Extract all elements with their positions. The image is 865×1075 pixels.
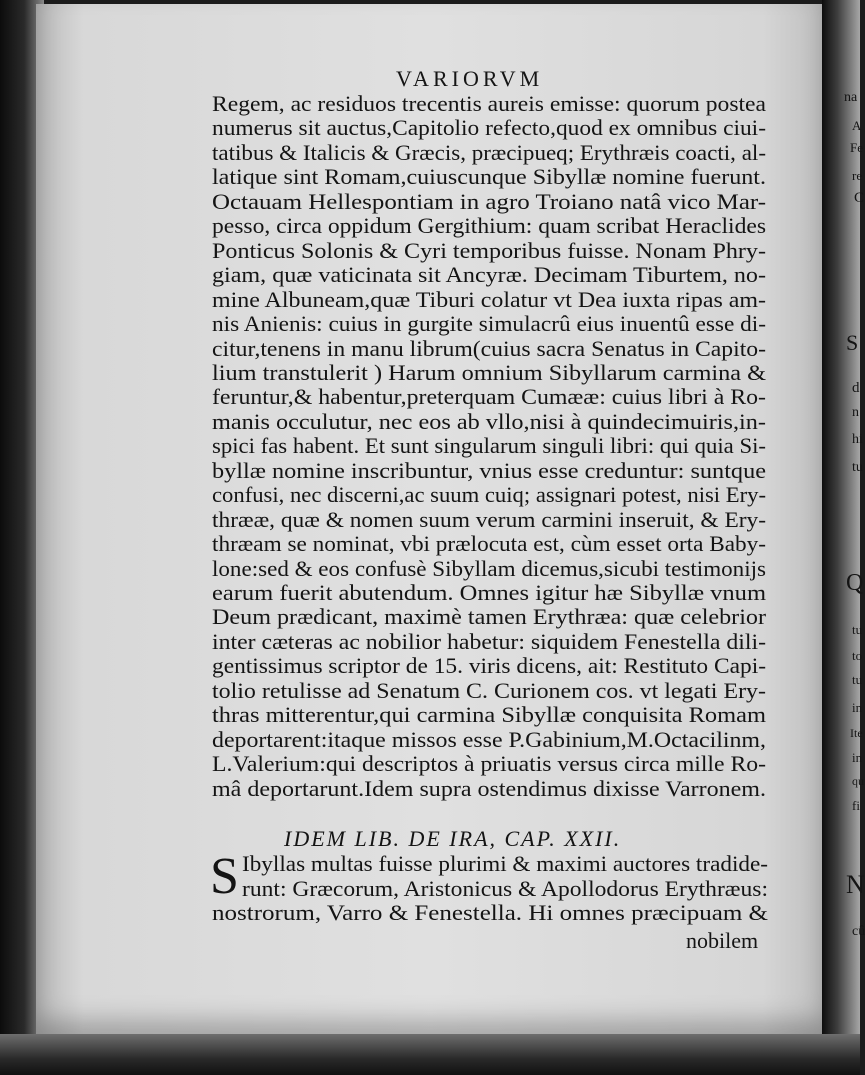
facing-page-fragment: fi xyxy=(852,798,860,813)
text-line: nis Anienis: cuius in gurgite simulacrû eius inuentû esse di- xyxy=(212,311,766,337)
facing-page-fragment: A xyxy=(852,118,862,133)
text-line: Octauam Hellespontiam in agro Troiano natâ vico Mar- xyxy=(212,188,766,214)
text-line: Deum prædicant, maximè tamen Erythræa: quæ celebrior xyxy=(212,604,766,630)
text-line: deportarent:itaque missos esse P.Gabinium,M.Octacilinm, xyxy=(212,726,766,752)
facing-page-fragment: Ite xyxy=(850,726,863,740)
text-line: runt: Græcorum, Aristonicus & Apollodorus Erythræus: xyxy=(242,875,768,901)
text-line: tatibus & Italicis & Græcis, præcipueq; Erythræis coacti, al- xyxy=(212,139,766,165)
facing-page-fragment: tu xyxy=(852,622,863,637)
facing-page-fragment: Q xyxy=(846,570,864,596)
facing-page-fragment: tu xyxy=(852,672,863,687)
text-line: citur,tenens in manu librum(cuius sacra Senatus in Capito- xyxy=(212,335,766,361)
facing-page-edge xyxy=(822,0,865,1075)
facing-page-fragment: d xyxy=(852,380,860,396)
text-line: byllæ nomine inscribuntur, vnius esse creduntur: suntque xyxy=(212,457,766,483)
facing-page-fragment: n xyxy=(852,405,859,420)
book-bottom-edge xyxy=(0,1034,860,1075)
section-heading: IDEM LIB. DE IRA, CAP. XXII. xyxy=(284,826,622,851)
text-line: Regem, ac residuos trecentis aureis emisse: quorum postea xyxy=(212,91,766,116)
text-line: mine Albuneam,quæ Tiburi colatur vt Dea iuxta ripas am- xyxy=(212,286,766,312)
text-line: feruntur,& habentur,preterquam Cumææ: cuius libri à Ro- xyxy=(212,384,766,410)
facing-page-fragment: qu xyxy=(852,774,864,788)
text-line: tolio retulisse ad Senatum C. Curionem cos. vt legati Ery- xyxy=(212,677,766,703)
facing-page-fragment: re xyxy=(852,168,863,183)
text-line: giam, quæ vaticinata sit Ancyræ. Decimam Tiburtem, no- xyxy=(212,262,766,288)
text-line: lone:sed & eos confusè Sibyllam dicemus,sicubi testimonijs xyxy=(212,555,766,581)
facing-page-fragment: to xyxy=(852,648,863,663)
text-line: gentissimus scriptor de 15. viris dicens, ait: Restituto Capi- xyxy=(212,653,766,679)
facing-page-fragment: N xyxy=(846,870,865,899)
facing-page-fragment: tu xyxy=(852,460,863,475)
facing-page-fragment: Fe xyxy=(850,140,863,155)
text-line: thræam se nominat, vbi prælocuta est, cùm esset orta Baby- xyxy=(212,531,766,557)
facing-page-fragment: in xyxy=(852,700,863,715)
text-line: mâ deportarunt.Idem supra ostendimus dixisse Varronem. xyxy=(212,775,766,801)
text-line: numerus sit auctus,Capitolio refecto,quod ex omnibus ciui- xyxy=(212,115,766,141)
text-line: nostrorum, Varro & Fenestella. Hi omnes præcipuam & xyxy=(212,900,768,925)
text-line: inter cæteras ac nobilior habetur: siquidem Fenestella dili- xyxy=(212,628,766,654)
text-line: L.Valerium:qui descriptos à priuatis versus circa mille Ro- xyxy=(212,751,766,777)
text-line: latique sint Romam,cuiuscunque Sibyllæ nomine fuerunt. xyxy=(212,164,766,190)
text-line: manis occulutur, nec eos ab vllo,nisi à quindecimuiris,in- xyxy=(212,408,766,434)
text-line: Ponticus Solonis & Cyri temporibus fuisse. Nonam Phry- xyxy=(212,237,766,263)
facing-page-fragment: in xyxy=(852,750,863,765)
text-line: confusi, nec discerni,ac suum cuiq; assignari potest, nisi Ery- xyxy=(212,482,766,508)
facing-page-fragment: S xyxy=(846,330,859,355)
text-line: pesso, circa oppidum Gergithium: quam scribat Heraclides xyxy=(212,213,766,239)
text-line: Ibyllas multas fuisse plurimi & maximi auctores tradide- xyxy=(242,851,768,876)
text-line: earum fuerit abutendum. Omnes igitur hæ Sibyllæ vnum xyxy=(212,580,766,605)
text-line: thras mitterentur,qui carmina Sibyllæ conquisita Romam xyxy=(212,702,766,728)
facing-page-fragment: C xyxy=(854,190,865,206)
text-line: lium transtulerit ) Harum omnium Sibyllarum carmina & xyxy=(212,359,766,385)
text-line: thrææ, quæ & nomen suum verum carmini inseruit, & Ery- xyxy=(212,506,766,532)
text-line: spici fas habent. Et sunt singularum singuli libri: qui quia Si- xyxy=(212,433,766,459)
facing-page-fragment: cû xyxy=(852,924,865,939)
catchword: nobilem xyxy=(686,928,759,953)
facing-page-fragment: hi xyxy=(852,432,863,447)
drop-cap: S xyxy=(210,848,239,905)
running-head: VARIORVM xyxy=(396,66,544,91)
facing-page-fragment: na xyxy=(844,90,858,105)
